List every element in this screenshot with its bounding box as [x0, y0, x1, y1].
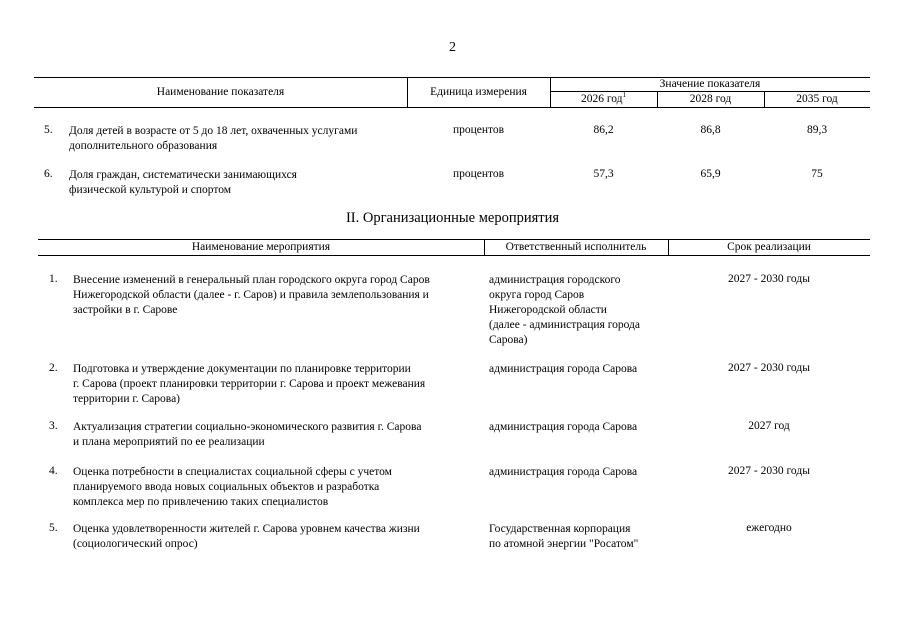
- row-number: 6.: [44, 168, 53, 180]
- unit-value: процентов: [452, 124, 505, 136]
- row-number: 4.: [49, 465, 58, 477]
- table1-header-bottom-border: [34, 107, 870, 108]
- value-2035: 89,3: [806, 124, 828, 136]
- value-2026: 57,3: [593, 168, 614, 180]
- row-number: 1.: [49, 273, 58, 285]
- responsible-executor: Государственная корпорация по атомной энергии "Росатом": [489, 523, 639, 550]
- table2-top-border: [38, 239, 870, 240]
- table1-subheader-divider: [550, 91, 870, 92]
- col-header-indicator-name: Наименование показателя: [156, 86, 285, 98]
- col-header-responsible: Ответственный исполнитель: [505, 241, 647, 253]
- col-header-measure-name: Наименование мероприятия: [191, 241, 331, 253]
- row-number: 5.: [49, 522, 58, 534]
- page-number: 2: [449, 40, 456, 55]
- col-header-year-2035: 2035 год: [796, 93, 838, 105]
- row-number: 2.: [49, 362, 58, 374]
- section-title: II. Организационные мероприятия: [345, 210, 560, 226]
- value-2026: 86,2: [593, 124, 614, 136]
- col-header-year-2028: 2028 год: [689, 93, 732, 105]
- responsible-executor: администрация города Сарова: [489, 421, 638, 433]
- measure-name: Внесение изменений в генеральный план городского округа город Саров Нижегородской области (далее - г. Саров) и правила землепользования и застройки в г. Сарове: [73, 274, 430, 316]
- responsible-executor: администрация городского округа город Саров Нижегородской области (далее - администрация города Сарова): [489, 274, 641, 346]
- col-header-year-2026: 2026 год$^1$: [580, 91, 627, 105]
- col-header-value-group: Значение показателя: [659, 78, 761, 90]
- col-header-unit: Единица измерения: [430, 86, 527, 98]
- value-2028: 65,9: [700, 168, 721, 180]
- implementation-term: 2027 - 2030 годы: [728, 465, 810, 477]
- implementation-term: 2027 - 2030 годы: [728, 362, 810, 374]
- responsible-executor: администрация города Сарова: [489, 363, 638, 375]
- implementation-term: ежегодно: [746, 522, 792, 534]
- measure-name: Оценка потребности в специалистах социальной сферы с учетом планируемого ввода новых социальных объектов и разработка комплекса мер по привлечению таких специалистов: [73, 466, 392, 508]
- implementation-term: 2027 - 2030 годы: [728, 273, 810, 285]
- measure-name: Актуализация стратегии социально-экономического развития г. Сарова и плана мероприятий по ее реализации: [73, 421, 422, 448]
- measure-name: Подготовка и утверждение документации по планировке территории г. Сарова (проект планировки территории г. Сарова и проект межевания территории г. Сарова): [73, 363, 426, 405]
- indicator-name: Доля граждан, систематически занимающихся физической культурой и спортом: [69, 169, 297, 196]
- value-2035: 75: [811, 168, 823, 180]
- value-2028: 86,8: [700, 124, 721, 136]
- col-header-term: Срок реализации: [727, 241, 811, 253]
- measure-name: Оценка удовлетворенности жителей г. Сарова уровнем качества жизни (социологический опрос): [73, 523, 420, 550]
- row-number: 5.: [44, 124, 53, 136]
- row-number: 3.: [49, 420, 58, 432]
- implementation-term: 2027 год: [748, 420, 790, 432]
- table2-header-bottom-border: [38, 255, 870, 256]
- indicator-name: Доля детей в возрасте от 5 до 18 лет, охваченных услугами дополнительного образования: [69, 125, 358, 152]
- unit-value: процентов: [452, 168, 505, 180]
- responsible-executor: администрация города Сарова: [489, 466, 638, 478]
